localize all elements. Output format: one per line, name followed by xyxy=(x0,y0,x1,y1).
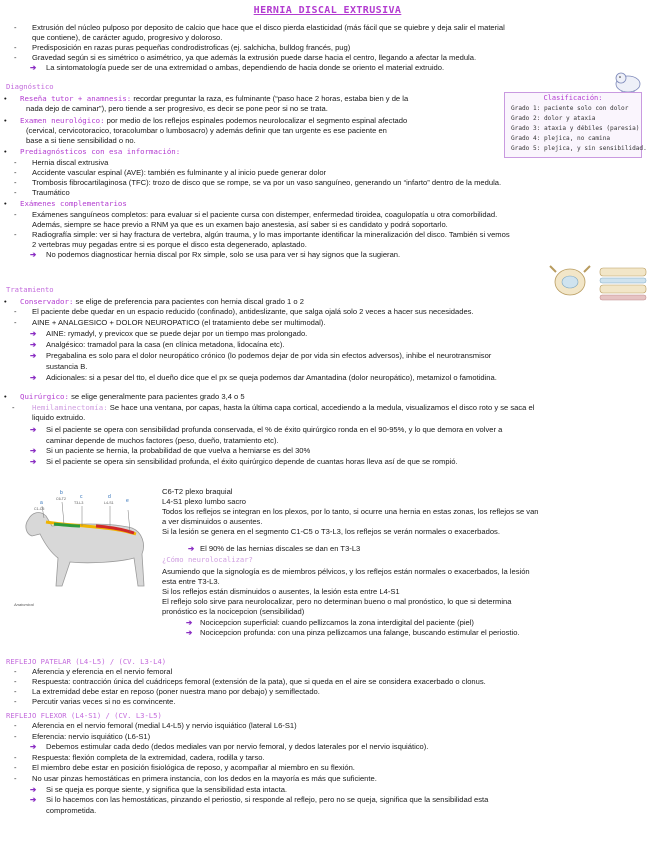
text-line: Gravedad según si es simétrico o asimétrico, ya que además la extrusión puede darse hacia el centro, llegando a afectar la medula. xyxy=(32,53,477,62)
examen-heading: Examen neurológico: xyxy=(20,116,105,125)
text-line: El paciente debe quedar en un espacio reducido (confinado), antideslizante, que salga ojalá solo 2 veces a hacer sus necesidades. xyxy=(32,307,474,316)
como-line: Si los reflejos están disminuidos o ausentes, la lesión esta entre L4-S1 xyxy=(162,587,400,596)
prediag-heading: Prediagnósticos con esa información: xyxy=(20,147,181,156)
arrow-icon: ➔ xyxy=(30,742,37,752)
text-line: Si se queja es porque siente, y significa que la sensibilidad esta intacta. xyxy=(46,784,288,794)
arrow-icon: ➔ xyxy=(30,351,37,360)
hemi-line-2: liquido extruido. xyxy=(32,413,86,422)
dash: - xyxy=(14,43,17,52)
text-line: No podemos diagnosticar hernia discal por Rx simple, solo se usa para ver si hay signos que la sugieran. xyxy=(46,250,401,259)
dog-label-a: a xyxy=(40,500,43,506)
text-line: Aferencia y eferencia en el nervio femoral xyxy=(32,667,173,676)
text-line: sustancia B. xyxy=(46,362,88,371)
examenes-heading: Exámenes complementarios xyxy=(20,199,127,208)
resena-text: recordar preguntar la raza, es fulminante (“paso hace 2 horas, estaba bien y de la xyxy=(133,94,409,103)
examen-text: por medio de los reflejos espinales podemos neurolocalizar el segmento espinal afectado xyxy=(106,116,408,125)
text-line: Si lo hacemos con las hemostáticas, pinzando el periostio, si responde al reflejo, pero no se queja, significa que la sensibilidad esta xyxy=(46,795,489,805)
text-line: AINE: rymadyl, y previcox que se puede dejar por un tiempo mas prolongado. xyxy=(46,329,308,338)
dog-seg-c1c5: C1-C5 xyxy=(34,507,45,511)
dog-label-d: d xyxy=(108,494,111,500)
text-line: Eferencia: nervio isquiático (L6-S1) xyxy=(32,731,151,741)
examen-line-2: (cervical, cervicotoracico, toracolumbar o lumbosacro) y además definir que tan urgente es ese paciente en xyxy=(26,126,387,135)
como-line: pronóstico es la nocicepcion (sensibilidad) xyxy=(162,607,305,616)
bullet: • xyxy=(4,297,7,306)
text-line: Hernia discal extrusiva xyxy=(32,158,109,167)
arrow-icon: ➔ xyxy=(30,250,37,259)
dash: - xyxy=(14,763,17,773)
clasificacion-item: Grado 4: plejica, no camina xyxy=(511,135,611,142)
arrow-icon: ➔ xyxy=(30,446,37,455)
clasificacion-item: Grado 5: plejica, y sin sensibilidad. xyxy=(511,145,647,152)
text-line: Radiografía simple: ver si hay fractura de vertebra, algún trauma, y lo mas importante identificar la mineralización del disco. También si vemos xyxy=(32,230,510,239)
clasificacion-box xyxy=(504,92,647,158)
text-line: Debemos estimular cada dedo (dedos mediales van por nervio femoral, y dedos laterales por el nervio isquiático). xyxy=(46,742,429,752)
dash: - xyxy=(14,721,17,730)
patelar-heading: REFLEJO PATELAR (L4-L5) / (CV. L3-L4) xyxy=(6,657,167,666)
plexos-line: L4-S1 plexo lumbo sacro xyxy=(162,497,246,506)
arrow-icon: ➔ xyxy=(30,373,37,382)
arrow-icon: ➔ xyxy=(30,329,37,338)
clasificacion-item: Grado 2: dolor y ataxia xyxy=(511,115,596,122)
conservador-heading: Conservador: xyxy=(20,297,74,306)
bullet: • xyxy=(4,392,7,401)
examen-line-3: base a si tiene sensibilidad o no. xyxy=(26,136,136,145)
quirurgico-line xyxy=(20,392,245,401)
dash: - xyxy=(14,158,17,167)
arrow-icon: ➔ xyxy=(30,425,37,434)
resena-line-1 xyxy=(20,94,408,103)
text-line: AINE + ANALGESICO + DOLOR NEUROPATICO (el tratamiento debe ser multimodal). xyxy=(32,318,326,327)
clasificacion-item: Grado 3: ataxia y débiles (paresia) xyxy=(511,125,640,132)
dash: - xyxy=(14,697,17,706)
dog-label-e: e xyxy=(126,498,129,504)
text-line: No usar pinzas hemostáticas en primera instancia, con los dedos en la mayoría es más que suficiente. xyxy=(32,774,377,783)
plexos-line: C6-T2 plexo braquial xyxy=(162,487,233,496)
dash: - xyxy=(14,210,17,219)
dash: - xyxy=(14,731,17,741)
arrow-icon: ➔ xyxy=(188,544,195,553)
text-line: Analgésico: tramadol para la casa (en clínica metadona, lidocaína etc). xyxy=(46,340,285,349)
conservador-text: se elige de preferencia para pacientes con hernia discal grado 1 o 2 xyxy=(75,297,304,306)
dash: - xyxy=(14,687,17,696)
text-line: Predisposición en razas puras pequeñas condrodistroficas (ej. salchicha, bulldog francés, pug) xyxy=(32,43,351,52)
como-line: esta entre T3-L3. xyxy=(162,577,220,586)
bullet: • xyxy=(4,199,7,208)
dash: - xyxy=(14,752,17,762)
plexos-line: a ver disminuidos o ausentes. xyxy=(162,517,263,526)
text-line: Respuesta: contracción única del cuádriceps femoral (extensión de la pata), que si queda en el aire se considera exacerbado o clonus. xyxy=(32,677,486,686)
clasificacion-item: Grado 1: paciente solo con dolor xyxy=(511,105,629,112)
dog-seg-t3l3: T3-L3 xyxy=(74,501,84,505)
arrow-icon: ➔ xyxy=(30,456,37,466)
examen-line-1 xyxy=(20,116,407,125)
como-line: Asumiendo que la signología es de miembros pélvicos, y los reflejos están normales o exacerbados, la lesión xyxy=(162,567,530,576)
arrow-icon: ➔ xyxy=(186,628,193,637)
text-line: Pregabalina es solo para el dolor neuropático crónico (lo podemos dejar de por vida sin efectos adversos), inhibe el neurotransmisor xyxy=(46,351,492,360)
dash: - xyxy=(14,774,17,783)
text-line: Además, siempre se hace previo a RNM ya que es un examen bajo anestesia, así saber si es candidato y podrá soportarlo. xyxy=(32,220,448,229)
quirurgico-text: se elige generalmente para pacientes grado 3,4 o 5 xyxy=(71,392,245,401)
dash: - xyxy=(14,677,17,686)
dash: - xyxy=(14,168,17,177)
resena-line-2: nada dejo de caminar”), pero tiende a ser progresivo, es decir se pone peor si no se trata. xyxy=(26,104,328,113)
como-line: El reflejo solo sirve para neurolocalizar, pero no determinan bueno o mal pronóstico, lo que si determina xyxy=(162,597,512,606)
conservador-line xyxy=(20,297,304,306)
plexos-line: Si la lesión se genera en el segmento C1-C5 o T3-L3, los reflejos se verán normales o exacerbados. xyxy=(162,527,500,536)
text-line: Extrusión del núcleo pulposo por deposito de calcio que hace que el disco pierda elasticidad (más fácil que se quiebre y deja salir el material xyxy=(32,23,505,32)
text-line: 2 vertebras muy pegadas entre si es porque el disco esta degenerado, aplastado. xyxy=(32,240,307,249)
text-line: Nocicepcion superficial: cuando pellizcamos la zona interdigital del paciente (piel) xyxy=(200,618,474,627)
como-heading: ¿Cómo neurolocalizar? xyxy=(162,555,253,564)
text-line: Percutir varias veces si no es convincente. xyxy=(32,697,176,706)
bullet: • xyxy=(4,147,7,156)
text-line: Si el paciente se opera sin sensibilidad profunda, el éxito quirúrgico depende de cuantas horas lleva así de que se rompió. xyxy=(46,456,458,466)
text-line: Nocicepcion profunda: con una pinza pellizcamos una falange, buscando estimular el periostio. xyxy=(200,628,520,637)
text-line: Si un paciente se hernia, la probabilidad de que vuelva a herniarse es del 30% xyxy=(46,446,311,455)
arrow-icon: ➔ xyxy=(30,63,37,72)
dog-seg-l4s1: L4-S1 xyxy=(104,501,114,505)
hemi-text: Se hace una ventana, por capas, hasta la última capa cortical, accediendo a la medula, visualizamos el disco roto y se saca el xyxy=(109,403,535,412)
resena-heading: Reseña tutor + anamnesis: xyxy=(20,94,132,103)
dash: - xyxy=(14,178,17,187)
hemi-line-1 xyxy=(32,403,534,412)
plexos-line: Todos los reflejos se integran en los plexos, por lo tanto, si ocurre una hernia en estas zonas, los reflejos se van xyxy=(162,507,539,516)
text-line: El miembro debe estar en posición fisiológica de reposo, y acompañar al miembro en su flexión. xyxy=(32,763,355,773)
dash: - xyxy=(14,53,17,62)
hemi-heading: Hemilaminectomía: xyxy=(32,403,108,412)
text-line: Traumático xyxy=(32,188,70,197)
dash: - xyxy=(14,318,17,327)
text-line: Exámenes sanguíneos completos: para evaluar si el paciente cursa con distemper, enfermedad tiroidea, coagulopatía u otra comorbilidad. xyxy=(32,210,498,219)
dog-label-c: c xyxy=(80,494,83,500)
dash: - xyxy=(14,188,17,197)
dash: - xyxy=(14,23,17,32)
arrow-icon: ➔ xyxy=(30,784,37,794)
dog-caption: Anatomical xyxy=(14,602,34,607)
dash: - xyxy=(14,230,17,239)
text-line: comprometida. xyxy=(46,805,97,815)
text-line: Respuesta: flexión completa de la extremidad, cadera, rodilla y tarso. xyxy=(32,752,265,762)
bullet: • xyxy=(4,94,7,103)
text-line: La extremidad debe estar en reposo (poner nuestra mano por debajo) y semiflectado. xyxy=(32,687,320,696)
bullet: • xyxy=(4,116,7,125)
text-line: que contiene), de carácter agudo, progresivo y doloroso. xyxy=(32,33,223,42)
dash: - xyxy=(14,667,17,676)
arrow-icon: ➔ xyxy=(30,795,37,805)
clasificacion-title: Clasificación: xyxy=(543,94,603,102)
text-line: Aferencia en el nervio femoral (medial L4-L5) y nervio isquiático (lateral L6-S1) xyxy=(32,721,297,730)
diagnostico-heading: Diagnóstico xyxy=(6,82,54,91)
text-line: Si el paciente se opera con sensibilidad profunda conservada, el % de éxito quirúrgico ronda en el 90-95%, y lo que demora en volver a xyxy=(46,425,503,434)
dog-seg-c6t2: C6-T2 xyxy=(56,497,66,501)
dash: - xyxy=(12,403,15,412)
tratamiento-heading: Tratamiento xyxy=(6,285,54,294)
dog-label-b: b xyxy=(60,490,63,496)
text-line: Adicionales: si a pesar del tto, el dueño dice que el px se queja podemos dar Amantadina (dolor neuropático), metamizol o famotidina. xyxy=(46,373,497,382)
arrow-icon: ➔ xyxy=(186,618,193,627)
arrow-icon: ➔ xyxy=(30,340,37,349)
flexor-heading: REFLEJO FLEXOR (L4-S1) / (CV. L3-L5) xyxy=(6,711,162,720)
vertebra-illustration xyxy=(548,262,650,304)
quirurgico-heading: Quirúrgico: xyxy=(20,392,69,401)
text-line: caminar depende de muchos factores (peso, dueño, tratamiento etc). xyxy=(46,435,279,445)
text-line: La sintomatología puede ser de una extremidad o ambas, dependiendo de hacia donde se oriento el material extruido. xyxy=(46,63,445,72)
plexos-90-line: El 90% de las hernias discales se dan en T3-L3 xyxy=(200,544,361,553)
text-line: Trombosis fibrocartilaginosa (TFC): trozo de disco que se rompe, se va por un vaso sanguíneo, generando un “infarto” dentro de la medula. xyxy=(32,178,502,187)
text-line: Accidente vascular espinal (AVE): también es fulminante y al inicio puede generar dolor xyxy=(32,168,327,177)
dog-spine-diagram xyxy=(10,482,160,612)
dash: - xyxy=(14,307,17,316)
page-title: HERNIA DISCAL EXTRUSIVA xyxy=(253,5,402,16)
